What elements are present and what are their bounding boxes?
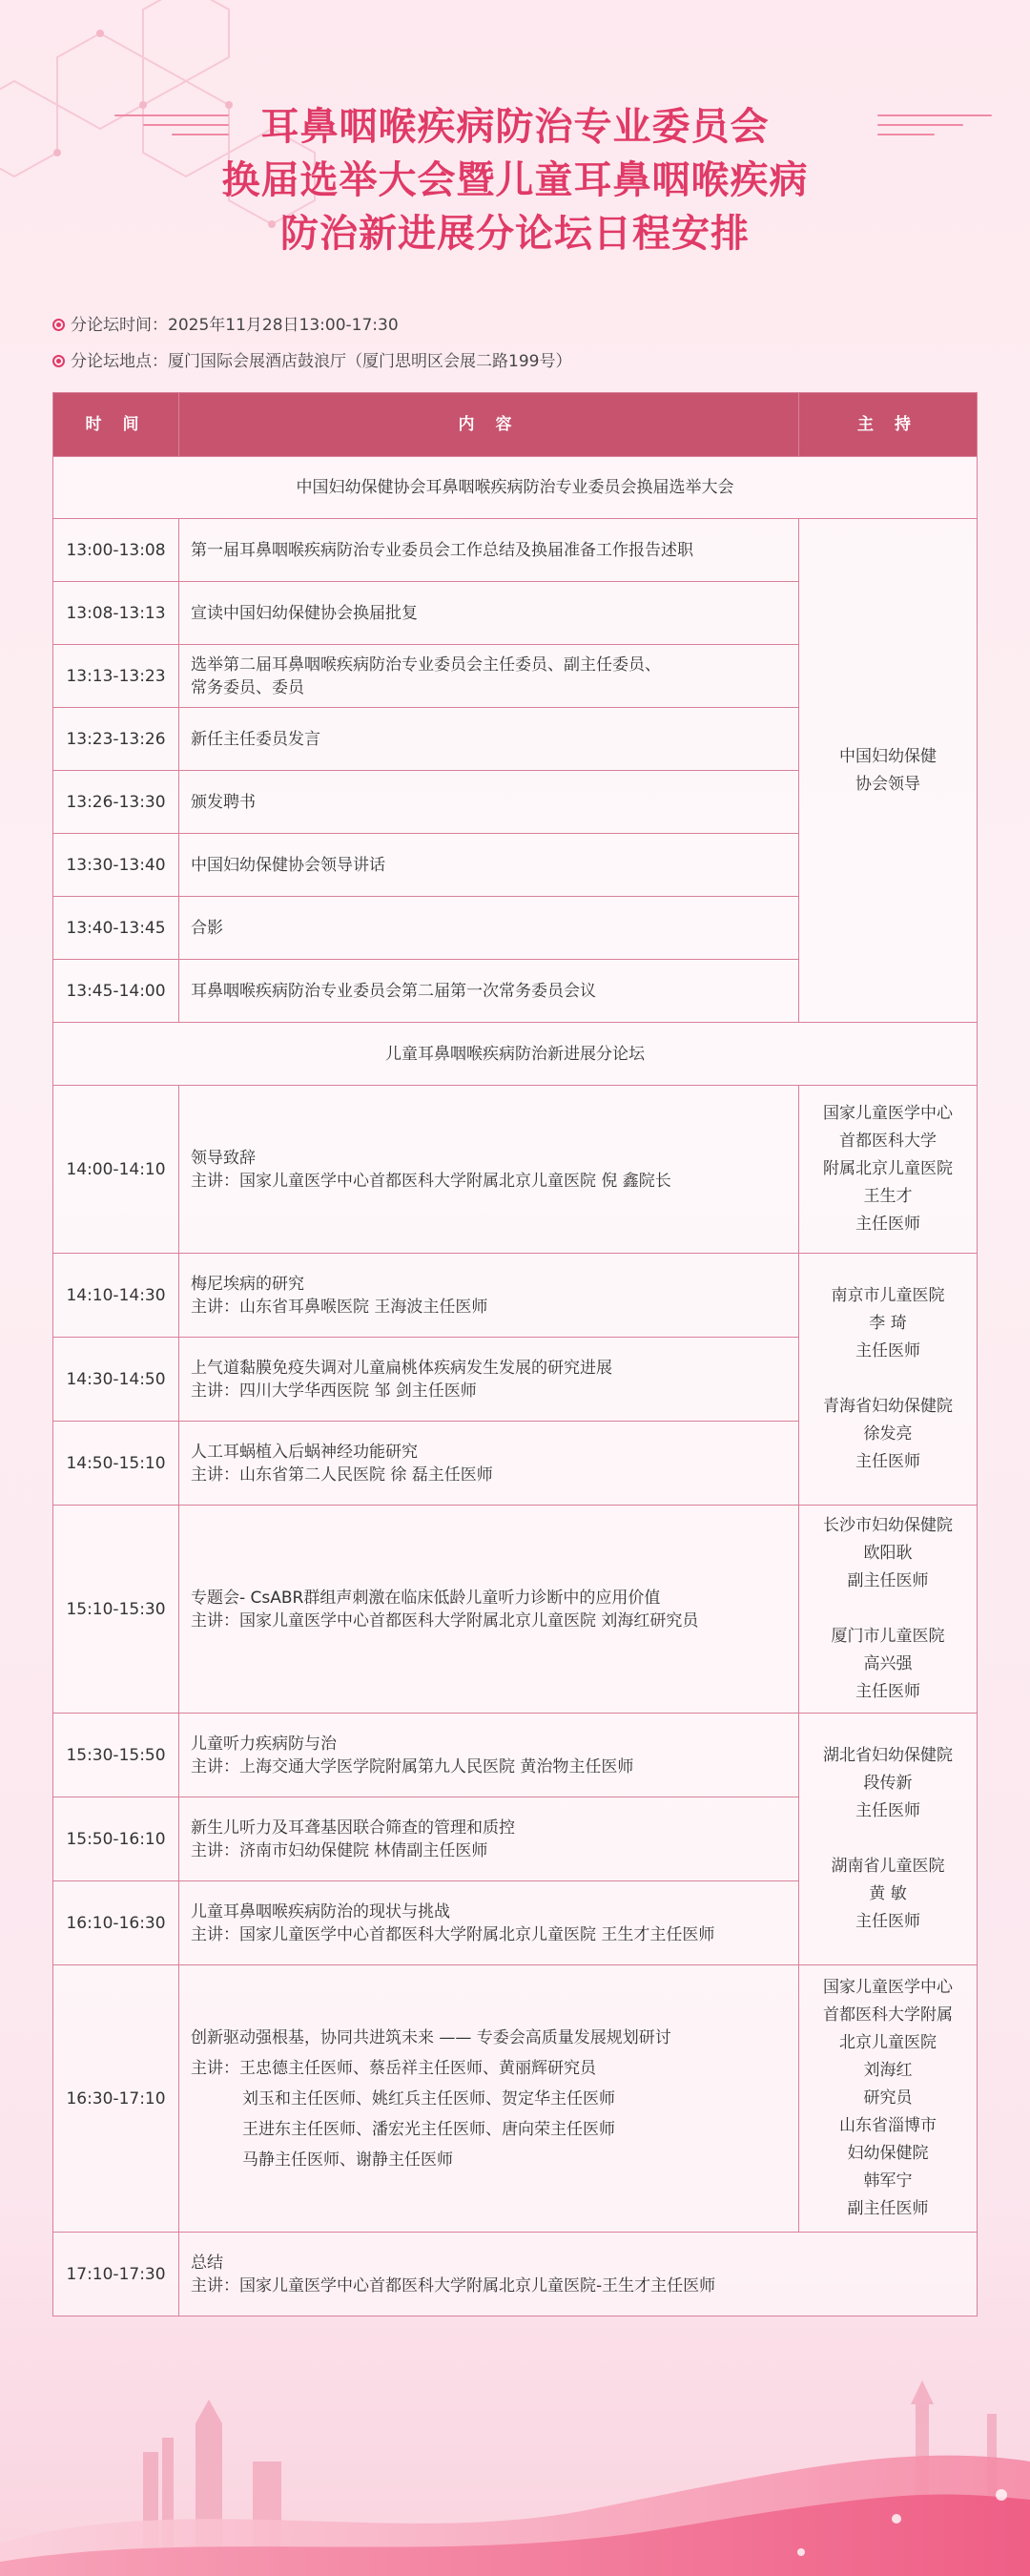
bullet-icon — [52, 355, 65, 367]
table-row — [53, 1254, 978, 1338]
host-line: 副主任医师 — [847, 1571, 929, 1590]
section-row — [53, 1023, 978, 1086]
row-time: 13:08-13:13 — [53, 582, 179, 645]
host-line: 副主任医师 — [847, 2199, 929, 2218]
row-content — [179, 1338, 799, 1422]
host-line: 韩军宁 — [863, 2171, 913, 2191]
host-line: 厦门市儿童医院 — [831, 1627, 945, 1646]
host-line: 南京市儿童医院 — [831, 1286, 945, 1305]
table-header-row — [53, 393, 978, 457]
table-row — [53, 2233, 978, 2316]
host-line: 李 琦 — [869, 1314, 907, 1333]
content-line: 新任主任委员发言 — [191, 729, 320, 749]
row-content — [179, 897, 799, 960]
row-time: 14:30-14:50 — [53, 1338, 179, 1422]
row-content — [179, 771, 799, 834]
host-cell — [799, 1714, 978, 1965]
content-line: 儿童听力疾病防与治 — [191, 1734, 337, 1754]
table-row — [53, 1086, 978, 1254]
host-line: 段传新 — [863, 1774, 913, 1793]
forum-time-value: 2025年11月28日13:00-17:30 — [168, 316, 399, 335]
content-line: 第一届耳鼻咽喉疾病防治专业委员会工作总结及换届准备工作报告述职 — [191, 540, 693, 560]
content-line: 专题会- CsABR群组声刺激在临床低龄儿童听力诊断中的应用价值 — [191, 1588, 661, 1608]
row-content — [179, 960, 799, 1023]
bullet-icon — [52, 319, 65, 331]
host-cell — [799, 1254, 978, 1506]
host-line: 协会领导 — [855, 774, 920, 794]
row-time: 14:00-14:10 — [53, 1086, 179, 1254]
host-line: 首都医科大学附属 — [823, 2005, 953, 2025]
table-row — [53, 1714, 978, 1797]
page-title — [0, 100, 1030, 260]
title-line-2: 换届选举大会暨儿童耳鼻咽喉疾病 — [221, 158, 809, 202]
host-line: 主任医师 — [855, 1215, 920, 1234]
row-time: 13:23-13:26 — [53, 708, 179, 771]
content-line: 中国妇幼保健协会领导讲话 — [191, 855, 385, 875]
content-line: 主讲：山东省第二人民医院 徐 磊主任医师 — [191, 1465, 493, 1485]
host-cell — [799, 519, 978, 1023]
forum-place — [52, 347, 571, 371]
host-line: 山东省淄博市 — [839, 2116, 937, 2135]
host-line: 北京儿童医院 — [839, 2033, 937, 2052]
host-line: 徐发亮 — [863, 1424, 913, 1444]
row-content — [179, 645, 799, 708]
content-line: 主讲：国家儿童医学中心首都医科大学附属北京儿童医院 王生才主任医师 — [191, 1924, 715, 1944]
host-line: 国家儿童医学中心 — [823, 1978, 953, 1997]
row-time: 15:10-15:30 — [53, 1506, 179, 1714]
row-content — [179, 2233, 978, 2316]
content-line: 马静主任医师、谢静主任医师 — [191, 2150, 454, 2170]
section-title-2: 儿童耳鼻咽喉疾病防治新进展分论坛 — [53, 1023, 978, 1086]
row-time: 13:45-14:00 — [53, 960, 179, 1023]
host-line: 湖北省妇幼保健院 — [823, 1746, 953, 1765]
host-line: 黄 敏 — [869, 1884, 907, 1903]
host-line: 主任医师 — [855, 1682, 920, 1701]
host-line: 主任医师 — [855, 1912, 920, 1931]
row-content — [179, 1881, 799, 1965]
content-line: 合影 — [191, 918, 223, 938]
row-time: 13:40-13:45 — [53, 897, 179, 960]
content-line: 总结 — [191, 2253, 223, 2273]
content-line: 梅尼埃病的研究 — [191, 1274, 304, 1294]
host-line: 高兴强 — [863, 1654, 913, 1673]
forum-time-label: 分论坛时间： — [71, 316, 168, 335]
row-time: 16:10-16:30 — [53, 1881, 179, 1965]
host-line: 主任医师 — [855, 1341, 920, 1361]
header-time: 时 间 — [53, 393, 179, 457]
row-content — [179, 1506, 799, 1714]
section-row — [53, 457, 978, 519]
row-content — [179, 708, 799, 771]
section-title-1: 中国妇幼保健协会耳鼻咽喉疾病防治专业委员会换届选举大会 — [53, 457, 978, 519]
content-line: 主讲：上海交通大学医学院附属第九人民医院 黄治物主任医师 — [191, 1756, 634, 1776]
content-line: 宣读中国妇幼保健协会换届批复 — [191, 603, 418, 623]
host-line: 长沙市妇幼保健院 — [823, 1516, 953, 1535]
content-line: 常务委员、委员 — [191, 677, 304, 697]
content-line: 颁发聘书 — [191, 792, 256, 812]
host-cell — [799, 1086, 978, 1254]
host-spacer — [803, 1825, 973, 1853]
row-time: 15:50-16:10 — [53, 1797, 179, 1881]
host-line: 主任医师 — [855, 1801, 920, 1820]
content-line: 上气道黏膜免疫失调对儿童扁桃体疾病发生发展的研究进展 — [191, 1358, 612, 1378]
content-line: 主讲：王忠德主任医师、蔡岳祥主任医师、黄丽辉研究员 — [191, 2058, 596, 2078]
content-line: 儿童耳鼻咽喉疾病防治的现状与挑战 — [191, 1901, 450, 1922]
host-spacer — [803, 1365, 973, 1393]
row-content — [179, 519, 799, 582]
row-content — [179, 1254, 799, 1338]
table-row — [53, 1506, 978, 1714]
row-time: 13:26-13:30 — [53, 771, 179, 834]
host-line: 王生才 — [863, 1187, 913, 1206]
row-time: 13:00-13:08 — [53, 519, 179, 582]
content-line: 主讲：济南市妇幼保健院 林倩副主任医师 — [191, 1840, 488, 1860]
host-line: 妇幼保健院 — [847, 2144, 929, 2163]
host-line: 青海省妇幼保健院 — [823, 1397, 953, 1416]
host-line: 研究员 — [863, 2088, 913, 2108]
table-row — [53, 1965, 978, 2233]
host-line: 国家儿童医学中心 — [823, 1104, 953, 1123]
row-time: 16:30-17:10 — [53, 1965, 179, 2233]
row-time: 13:13-13:23 — [53, 645, 179, 708]
host-line: 首都医科大学 — [839, 1132, 937, 1151]
row-time: 15:30-15:50 — [53, 1714, 179, 1797]
skyline-decoration — [0, 2347, 1030, 2576]
row-time: 17:10-17:30 — [53, 2233, 179, 2316]
row-time: 13:30-13:40 — [53, 834, 179, 897]
row-time: 14:10-14:30 — [53, 1254, 179, 1338]
forum-place-label: 分论坛地点： — [71, 352, 168, 371]
content-line: 王进东主任医师、潘宏光主任医师、唐向荣主任医师 — [191, 2119, 616, 2139]
row-content — [179, 1965, 799, 2233]
row-content — [179, 1714, 799, 1797]
content-line: 主讲：国家儿童医学中心首都医科大学附属北京儿童医院 刘海红研究员 — [191, 1610, 699, 1631]
host-cell — [799, 1506, 978, 1714]
content-line: 选举第二届耳鼻咽喉疾病防治专业委员会主任委员、副主任委员、 — [191, 654, 661, 675]
row-content — [179, 1797, 799, 1881]
schedule-table — [52, 392, 978, 2316]
content-line: 领导致辞 — [191, 1148, 256, 1168]
title-line-1: 耳鼻咽喉疾病防治专业委员会 — [260, 105, 770, 149]
host-line: 中国妇幼保健 — [839, 746, 937, 766]
content-line: 主讲：国家儿童医学中心首都医科大学附属北京儿童医院-王生才主任医师 — [191, 2275, 716, 2296]
header-content: 内 容 — [179, 393, 799, 457]
row-content — [179, 834, 799, 897]
host-line: 刘海红 — [863, 2061, 913, 2080]
header-host: 主 持 — [799, 393, 978, 457]
host-line: 主任医师 — [855, 1452, 920, 1471]
content-line: 主讲：国家儿童医学中心首都医科大学附属北京儿童医院 倪 鑫院长 — [191, 1171, 671, 1191]
row-content — [179, 1086, 799, 1254]
content-line: 新生儿听力及耳聋基因联合筛查的管理和质控 — [191, 1818, 515, 1838]
host-line: 欧阳耿 — [863, 1544, 913, 1563]
content-line: 主讲：四川大学华西医院 邹 剑主任医师 — [191, 1381, 477, 1401]
row-content — [179, 1422, 799, 1506]
host-line: 附属北京儿童医院 — [823, 1159, 953, 1178]
host-spacer — [803, 1595, 973, 1623]
table-row — [53, 519, 978, 582]
title-line-3: 防治新进展分论坛日程安排 — [280, 212, 750, 256]
forum-time — [52, 311, 399, 335]
host-line: 湖南省儿童医院 — [831, 1857, 945, 1876]
content-line: 刘玉和主任医师、姚红兵主任医师、贺定华主任医师 — [191, 2088, 616, 2109]
content-line: 人工耳蜗植入后蜗神经功能研究 — [191, 1442, 418, 1462]
row-content — [179, 582, 799, 645]
content-line: 创新驱动强根基，协同共进筑未来 —— 专委会高质量发展规划研讨 — [191, 2027, 671, 2047]
host-cell — [799, 1965, 978, 2233]
content-line: 主讲：山东省耳鼻喉医院 王海波主任医师 — [191, 1297, 488, 1317]
content-line: 耳鼻咽喉疾病防治专业委员会第二届第一次常务委员会议 — [191, 981, 596, 1001]
row-time: 14:50-15:10 — [53, 1422, 179, 1506]
forum-place-value: 厦门国际会展酒店鼓浪厅（厦门思明区会展二路199号） — [168, 352, 572, 371]
